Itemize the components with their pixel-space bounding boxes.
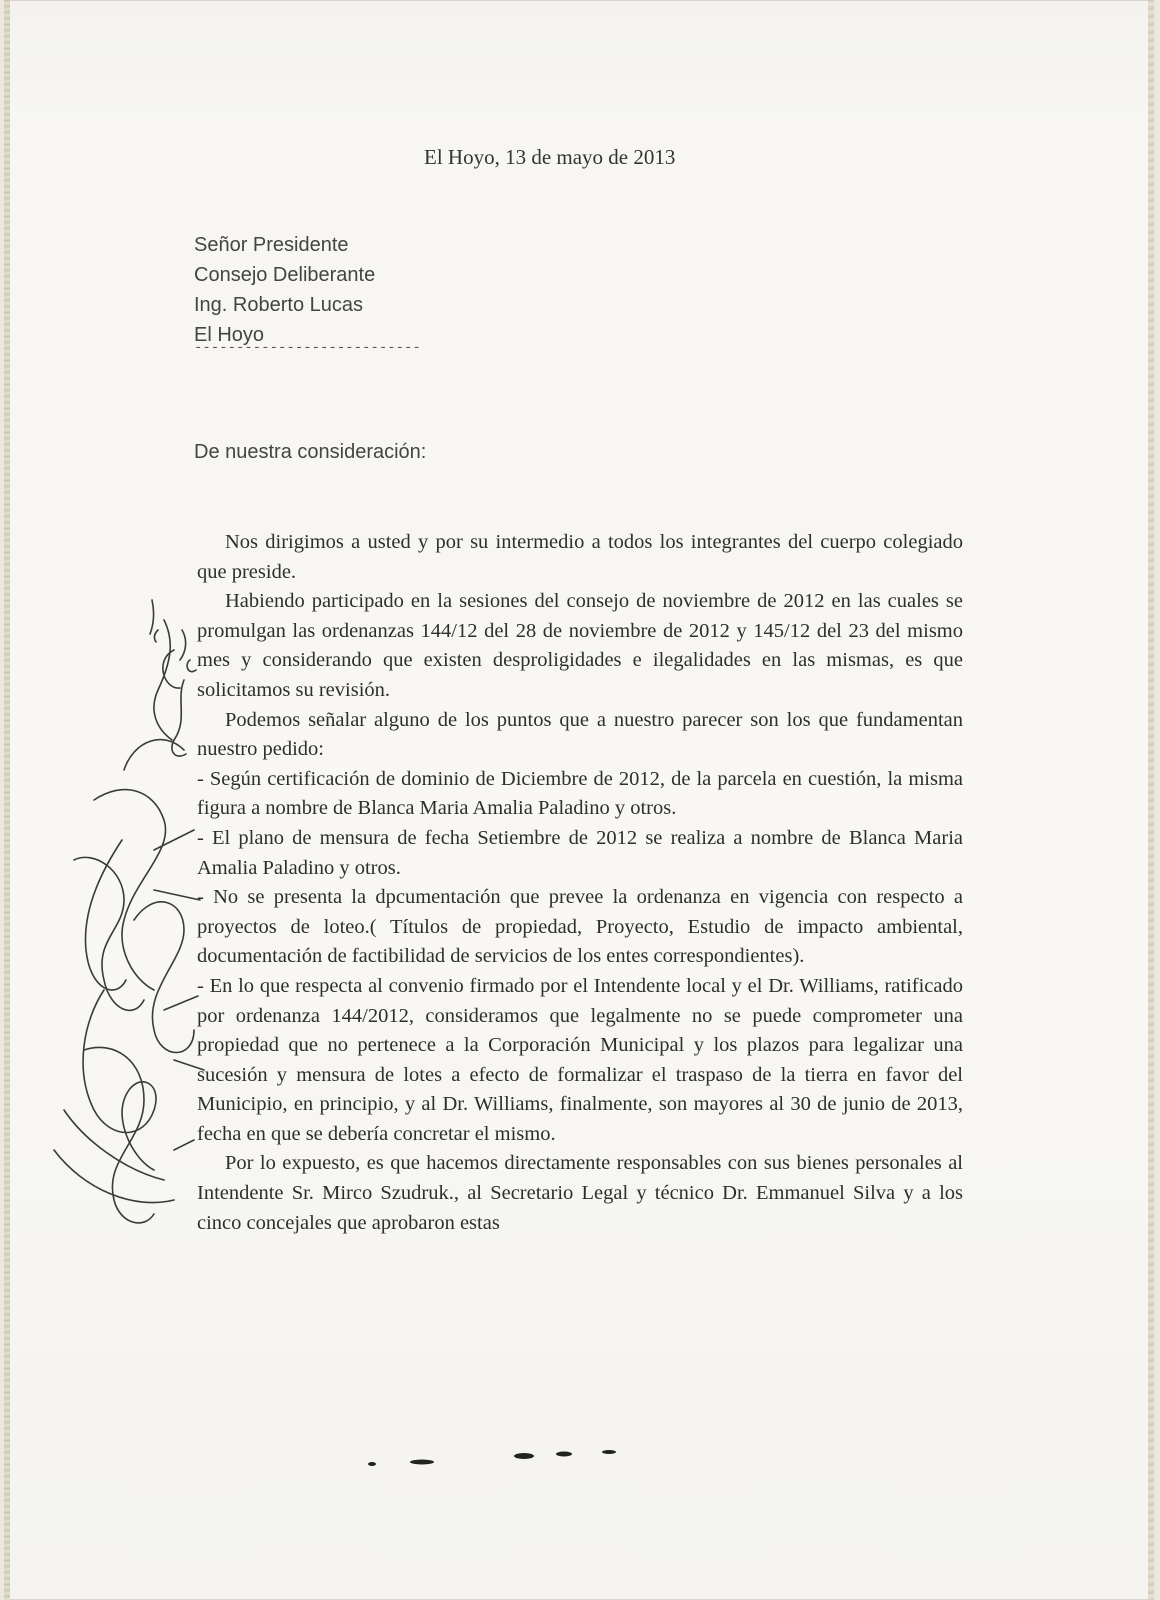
- list-item: - El plano de mensura de fecha Setiembre de 2012 se realiza a nombre de Blanca Maria Amalia Paladino y otros.: [197, 826, 963, 879]
- scan-smudges: [364, 1440, 664, 1480]
- paragraph: Habiendo participado en la sesiones del consejo de noviembre de 2012 en las cuales se promulgan las ordenanzas 144/12 del 28 de noviembre de 2012 y 145/12 del 23 del mismo mes y considerando que existen desproligidades e ilegalidades en las mismas, es que solicitamos su revisión.: [197, 590, 963, 701]
- addressee-line: Ing. Roberto Lucas: [194, 294, 363, 316]
- signature-scribbles: [34, 590, 214, 1270]
- letter-body: [197, 528, 963, 1238]
- paper-left-edge: [4, 0, 10, 1600]
- salutation: De nuestra consideración:: [194, 441, 427, 463]
- list-item: - En lo que respecta al convenio firmado por el Intendente local y el Dr. Williams, ratificado por ordenanza 144/2012, consideramos que legalmente no se puede comprometer una propiedad que no pertenece a la Corporación Municipal y los plazos para legalizar una sucesión y mensura de lotes a efecto de formalizar el traspaso de la tierra en favor del Municipio, en principio, y al Dr. Williams, finalmente, son mayores al 30 de junio de 2013, fecha en que se debería concretar el mismo.: [197, 974, 963, 1145]
- addressee-line: Señor Presidente: [194, 234, 349, 256]
- paragraph: Nos dirigimos a usted y por su intermedio a todos los integrantes del cuerpo colegiado que preside.: [197, 531, 963, 583]
- addressee-line: El Hoyo: [194, 324, 265, 346]
- paper-right-edge: [1148, 0, 1154, 1600]
- paragraph: Por lo expuesto, es que hacemos directamente responsables con sus bienes personales al Intendente Sr. Mirco Szudruk., al Secretario Legal y técnico Dr. Emmanuel Silva y a los cinco concejales que aprobaron estas: [197, 1152, 963, 1234]
- place-date: El Hoyo, 13 de mayo de 2013: [424, 145, 676, 169]
- addressee-line: Consejo Deliberante: [194, 264, 376, 286]
- handwritten-signatures: [34, 590, 214, 1270]
- list-item: - Según certificación de dominio de Diciembre de 2012, de la parcela en cuestión, la misma figura a nombre de Blanca Maria Amalia Paladino y otros.: [197, 767, 963, 820]
- paragraph: Podemos señalar alguno de los puntos que a nuestro parecer son los que fundamentan nuestro pedido:: [197, 708, 963, 761]
- list-item: - No se presenta la dpcumentación que prevee la ordenanza en vigencia con respecto a proyectos de loteo.( Títulos de propiedad, Proyecto, Estudio de impacto ambiental, documentación de factibilidad de servicios de los entes correspondientes).: [197, 886, 963, 968]
- document-page: [4, 0, 1154, 1600]
- separator-line: ---------------------------: [194, 340, 421, 356]
- addressee-block: [194, 230, 375, 350]
- smudge-marks: [364, 1440, 664, 1480]
